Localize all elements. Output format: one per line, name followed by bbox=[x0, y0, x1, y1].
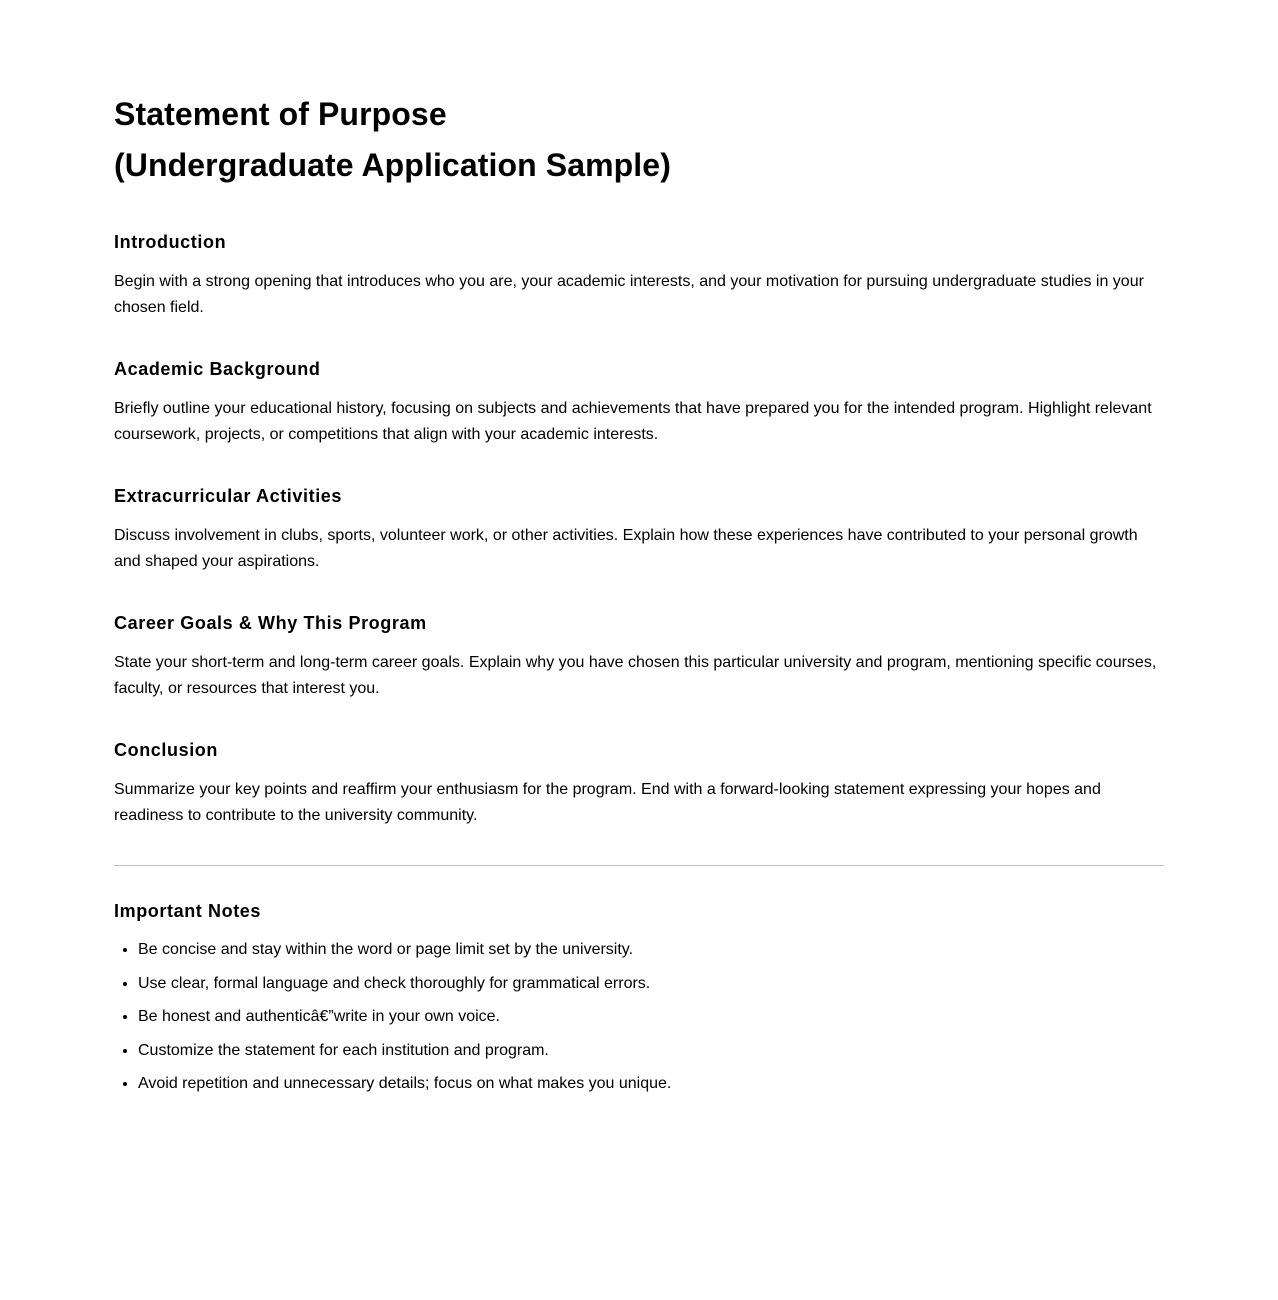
list-item: • Customize the statement for each institution and program. bbox=[138, 1039, 1164, 1062]
section-heading: Academic Background bbox=[114, 359, 321, 379]
section-introduction bbox=[114, 230, 1164, 320]
section-career-goals bbox=[114, 611, 1164, 701]
section-body: Summarize your key points and reaffirm your enthusiasm for the program. End with a forward-looking statement expressing your hopes and readiness to contribute to the university community. bbox=[114, 781, 1101, 824]
section-heading: Extracurricular Activities bbox=[114, 486, 343, 506]
notes-heading: Important Notes bbox=[114, 901, 262, 921]
list-item: • Be honest and authenticâ€”write in your own voice. bbox=[138, 1005, 1164, 1028]
section-academic-background bbox=[114, 357, 1164, 447]
list-item: • Be concise and stay within the word or page limit set by the university. bbox=[138, 938, 1164, 961]
title-line-1: Statement of Purpose bbox=[114, 96, 447, 132]
section-extracurricular-activities bbox=[114, 484, 1164, 574]
important-notes bbox=[114, 899, 1164, 1095]
notes-list bbox=[114, 938, 1164, 1095]
section-heading: Conclusion bbox=[114, 740, 218, 760]
title-line-2: (Undergraduate Application Sample) bbox=[114, 147, 671, 183]
section-heading: Introduction bbox=[114, 232, 227, 252]
list-item: • Avoid repetition and unnecessary details; focus on what makes you unique. bbox=[138, 1072, 1164, 1095]
sections bbox=[114, 230, 1164, 828]
section-body: Discuss involvement in clubs, sports, volunteer work, or other activities. Explain how these experiences have contributed to your personal growth and shaped your aspirations. bbox=[114, 527, 1138, 570]
section-body: State your short-term and long-term career goals. Explain why you have chosen this particular university and program, mentioning specific courses, faculty, or resources that interest you. bbox=[114, 654, 1157, 697]
section-heading: Career Goals & Why This Program bbox=[114, 613, 427, 633]
list-item: • Use clear, formal language and check thoroughly for grammatical errors. bbox=[138, 972, 1164, 995]
section-body: Begin with a strong opening that introduces who you are, your academic interests, and your motivation for pursuing undergraduate studies in your chosen field. bbox=[114, 273, 1144, 316]
page-title bbox=[114, 89, 1164, 191]
section-divider bbox=[114, 865, 1164, 866]
section-body: Briefly outline your educational history, focusing on subjects and achievements that have prepared you for the intended program. Highlight relevant coursework, projects, or competitions that align with your academic interests. bbox=[114, 400, 1152, 443]
section-conclusion bbox=[114, 738, 1164, 828]
